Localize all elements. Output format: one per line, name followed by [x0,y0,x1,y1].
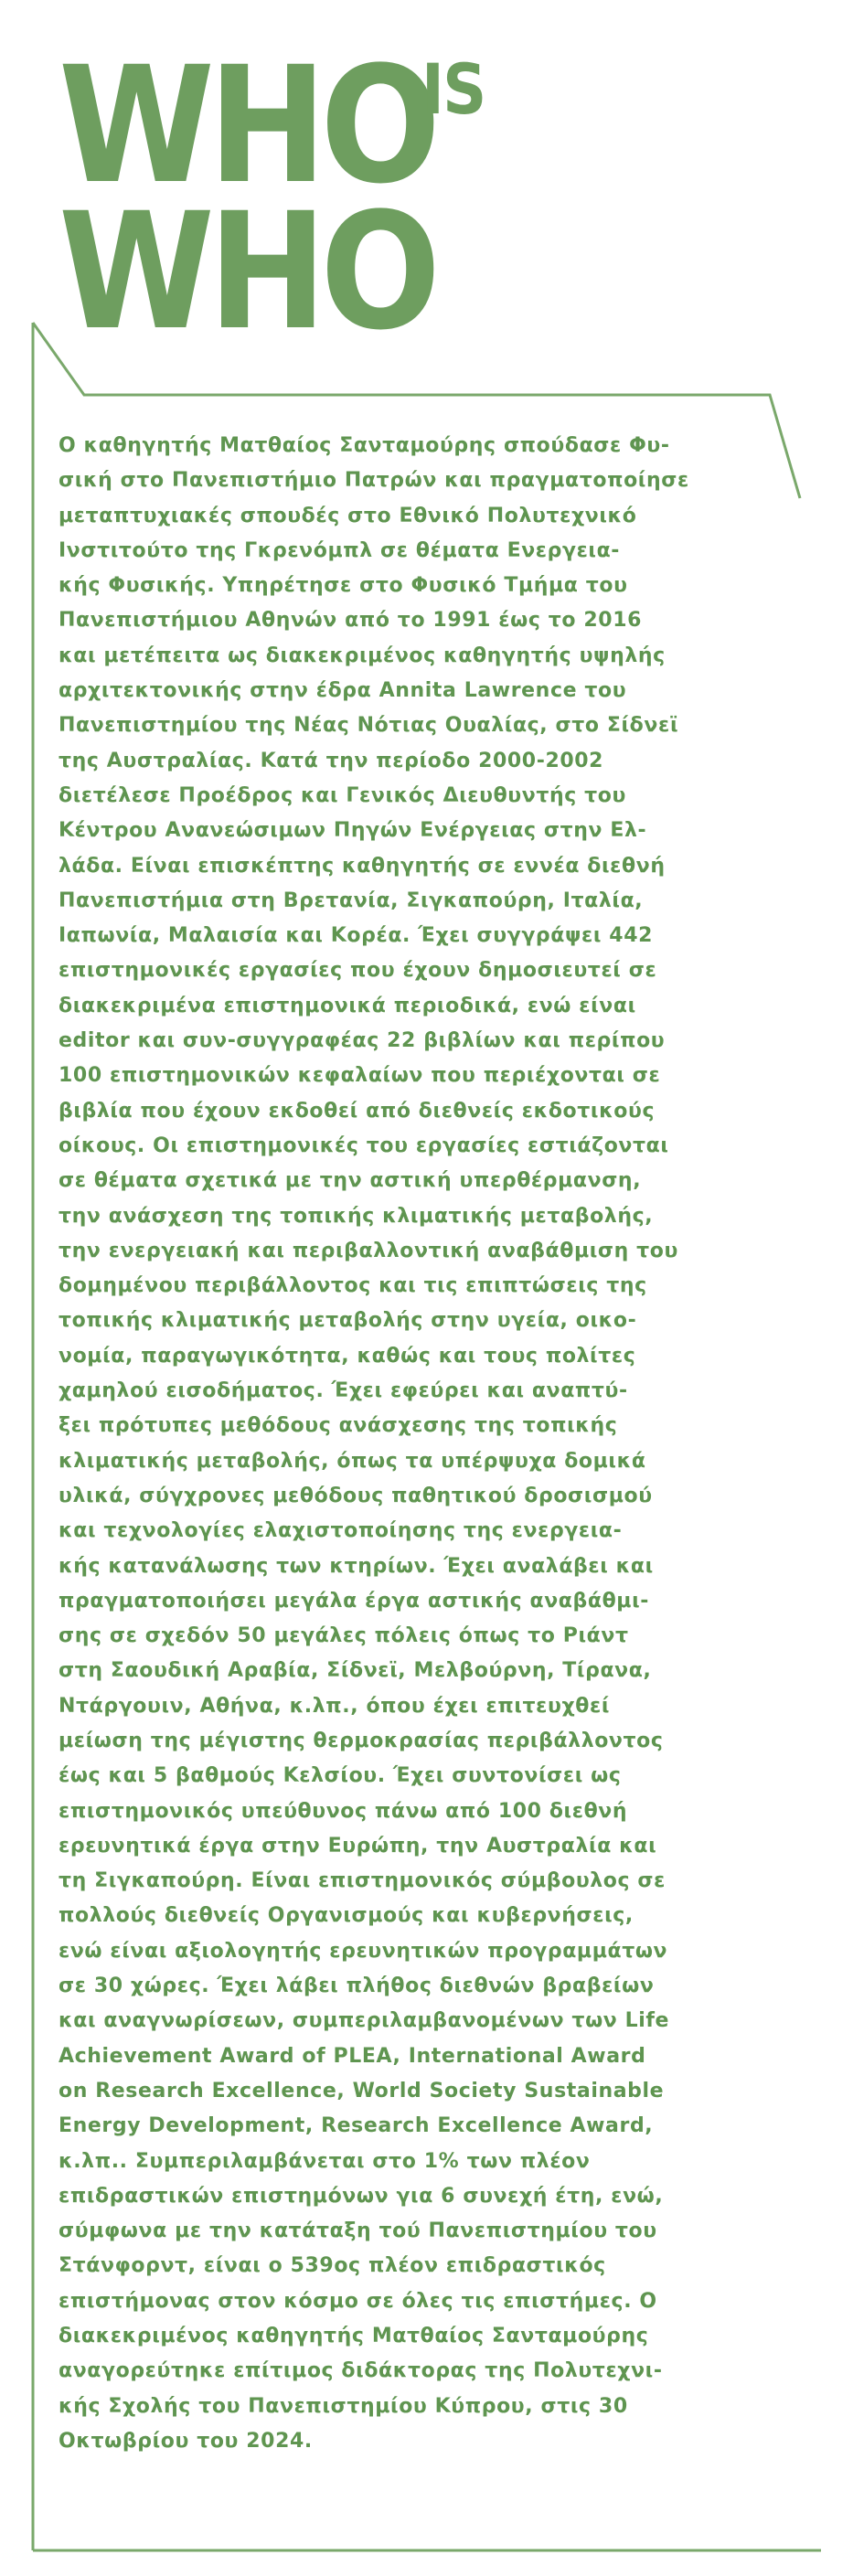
bio-text: Ο καθηγητής Ματθαίος Σανταμούρης σπούδασε Φυ- σική στο Πανεπιστήμιο Πατρών και πραγματοποίησε μεταπτυχιακές σπουδές στο Εθνικό Πολυτεχνικό Ινστιτούτο της Γκρενόμπλ σε θέματα Ενεργεια- κής Φυσικής. Υπηρέτησε στο Φυσικό Τμήμα του Πανεπιστήμιου Αθηνών από το 1991 έως το 2016 και μετέπειτα ως διακεκριμένος καθηγητής υψηλής αρχιτεκτονικής στην έδρα Annita Lawrence του Πανεπιστημίου της Νέας Νότιας Ουαλίας, στο Σίδνεϊ της Αυστραλίας. Κατά την περίοδο 2000-2002 διετέλεσε Προέδρος και Γενικός Διευθυντής του Κέντρου Ανανεώσιμων Πηγών Ενέργειας στην Ελ- λάδα. Είναι επισκέπτης καθηγητής σε εννέα διεθνή Πανεπιστήμια στη Βρετανία, Σιγκαπούρη, Ιταλία, Ιαπωνία, Μαλαισία και Κορέα. Έχει συγγράψει 442 επιστημονικές εργασίες που έχουν δημοσιευτεί σε διακεκριμένα επιστημονικά περιοδικά, ενώ είναι editor και συν-συγγραφέας 22 βιβλίων και περίπου 100 επιστημονικών κεφαλαίων που περιέχονται σε βιβλία που έχουν εκδοθεί από διεθνείς εκδοτικούς οίκους. Οι επιστημονικές του εργασίες εστιάζονται σε θέματα σχετικά με την αστική υπερθέρμανση, την ανάσχεση της τοπικής κλιματικής μεταβολής, την ενεργειακή και περιβαλλοντική αναβάθμιση του δομημένου περιβάλλοντος και τις επιπτώσεις της τοπικής κλιματικής μεταβολής στην υγεία, οικο- νομία, παραγωγικότητα, καθώς και τους πολίτες χαμηλού εισοδήματος. Έχει εφεύρει και αναπτύ- ξει πρότυπες μεθόδους ανάσχεσης της τοπικής κλιματικής μεταβολής, όπως τα υπέρψυχα δομικά υλικά, σύγχρονες μεθόδους παθητικού δροσισμού και τεχνολογίες ελαχιστοποίησης της ενεργεια- κής κατανάλωσης των κτηρίων. Έχει αναλάβει και πραγματοποιήσει μεγάλα έργα αστικής αναβάθμι- σης σε σχεδόν 50 μεγάλες πόλεις όπως το Ριάντ στη Σαουδική Αραβία, Σίδνεϊ, Μελβούρνη, Τίρανα, Ντάργουιν, Αθήνα, κ.λπ., όπου έχει επιτευχθεί μείωση της μέγιστης θερμοκρασίας περιβάλλοντος έως και 5 βαθμούς Κελσίου. Έχει συντονίσει ως επιστημονικός υπεύθυνος πάνω από 100 διεθνή ερευνητικά έργα στην Ευρώπη, την Αυστραλία και τη Σιγκαπούρη. Είναι επιστημονικός σύμβουλος σε πολλούς διεθνείς Οργανισμούς και κυβερνήσεις, ενώ είναι αξιολογητής ερευνητικών προγραμμάτων σε 30 χώρες. Έχει λάβει πλήθος διεθνών βραβείων και αναγνωρίσεων, συμπεριλαμβανομένων των Life Achievement Award of PLEA, International Award on Research Excellence, World Society Sustainable Energy Development, Research Excellence Award, κ.λπ.. Συμπεριλαμβάνεται στο 1% των πλέον επιδραστικών επιστημόνων για 6 συνεχή έτη, ενώ, σύμφωνα με την κατάταξη τού Πανεπιστημίου του Στάνφορντ, είναι ο 539ος πλέον επιδραστικός επιστήμονας στον κόσμο σε όλες τις επιστήμες. Ο διακεκριμένος καθηγητής Ματθαίος Σανταμούρης αναγορεύτηκε επίτιμος διδάκτορας της Πολυτεχνι- κής Σχολής του Πανεπιστημίου Κύπρου, στις 30 Οκτωβρίου του 2024. [59,434,689,2453]
page-title [59,32,485,366]
title-who-first: WHO [59,32,435,219]
title-who-second: WHO [59,178,435,366]
title-is-superscript: IS [421,48,485,130]
